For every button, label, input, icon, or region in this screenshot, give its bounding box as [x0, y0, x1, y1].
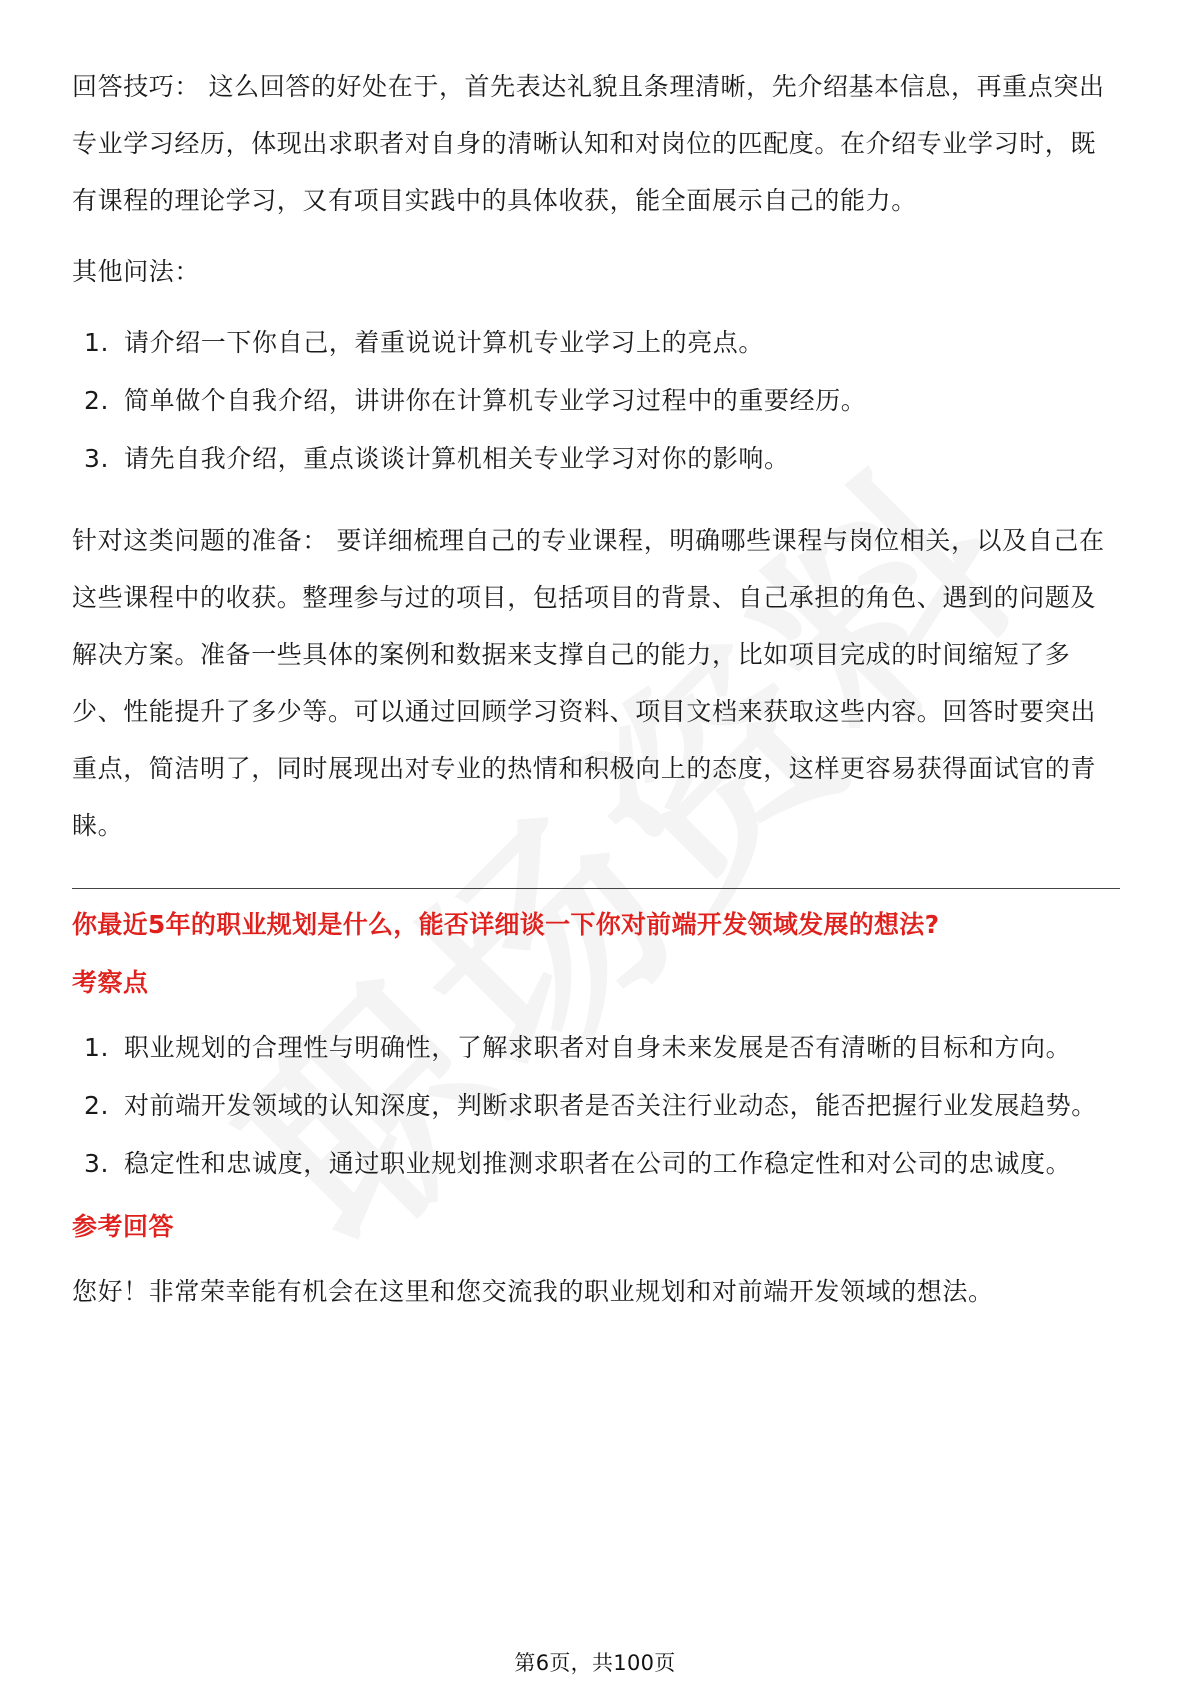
list-number: 3. — [84, 444, 110, 473]
list-item — [72, 1135, 1120, 1193]
answer-tip-paragraph: 回答技巧： 这么回答的好处在于，首先表达礼貌且条理清晰，先介绍基本信息，再重点突出专业学习经历，体现出求职者对自身的清晰认知和对岗位的匹配度。在介绍专业学习时，既有课程的理论学习，又有项目实践中的具体收获，能全面展示自己的能力。 — [72, 72, 1105, 215]
section-divider — [72, 888, 1120, 889]
focus-points-list — [72, 1019, 1120, 1193]
list-number: 2. — [84, 386, 110, 415]
list-text: 对前端开发领域的认知深度，判断求职者是否关注行业动态，能否把握行业发展趋势。 — [124, 1091, 1097, 1120]
question-heading: 你最近5年的职业规划是什么，能否详细谈一下你对前端开发领域发展的想法? — [72, 910, 940, 939]
list-item — [72, 372, 1120, 430]
preparation-paragraph: 针对这类问题的准备： 要详细梳理自己的专业课程，明确哪些课程与岗位相关，以及自己在这些课程中的收获。整理参与过的项目，包括项目的背景、自己承担的角色、遇到的问题及解决方案。准备一些具体的案例和数据来支撑自己的能力，比如项目完成的时间缩短了多少、性能提升了多少等。可以通过回顾学习资料、项目文档来获取这些内容。回答时要突出重点，简洁明了，同时展现出对专业的热情和积极向上的态度，这样更容易获得面试官的青睐。 — [72, 526, 1105, 840]
list-number: 2. — [84, 1091, 110, 1120]
list-text: 简单做个自我介绍，讲讲你在计算机专业学习过程中的重要经历。 — [124, 386, 867, 415]
document-page — [72, 58, 1120, 1320]
list-item — [72, 1019, 1120, 1077]
reference-answer-heading: 参考回答 — [72, 1212, 175, 1241]
list-item — [72, 1077, 1120, 1135]
list-number: 1. — [84, 1033, 110, 1062]
list-text: 请介绍一下你自己，着重说说计算机专业学习上的亮点。 — [124, 328, 765, 357]
list-number: 1. — [84, 328, 110, 357]
reference-answer-paragraph: 您好！非常荣幸能有机会在这里和您交流我的职业规划和对前端开发领域的想法。 — [72, 1277, 994, 1306]
page-footer: 第6页，共100页 — [514, 1651, 676, 1675]
list-item — [72, 430, 1120, 488]
other-ways-label: 其他问法： — [72, 257, 201, 286]
list-number: 3. — [84, 1149, 110, 1178]
list-text: 职业规划的合理性与明确性，了解求职者对自身未来发展是否有清晰的目标和方向。 — [124, 1033, 1072, 1062]
focus-points-heading: 考察点 — [72, 968, 149, 997]
list-text: 稳定性和忠诚度，通过职业规划推测求职者在公司的工作稳定性和对公司的忠诚度。 — [124, 1149, 1072, 1178]
other-ways-list — [72, 314, 1120, 488]
list-item — [72, 314, 1120, 372]
list-text: 请先自我介绍，重点谈谈计算机相关专业学习对你的影响。 — [124, 444, 790, 473]
